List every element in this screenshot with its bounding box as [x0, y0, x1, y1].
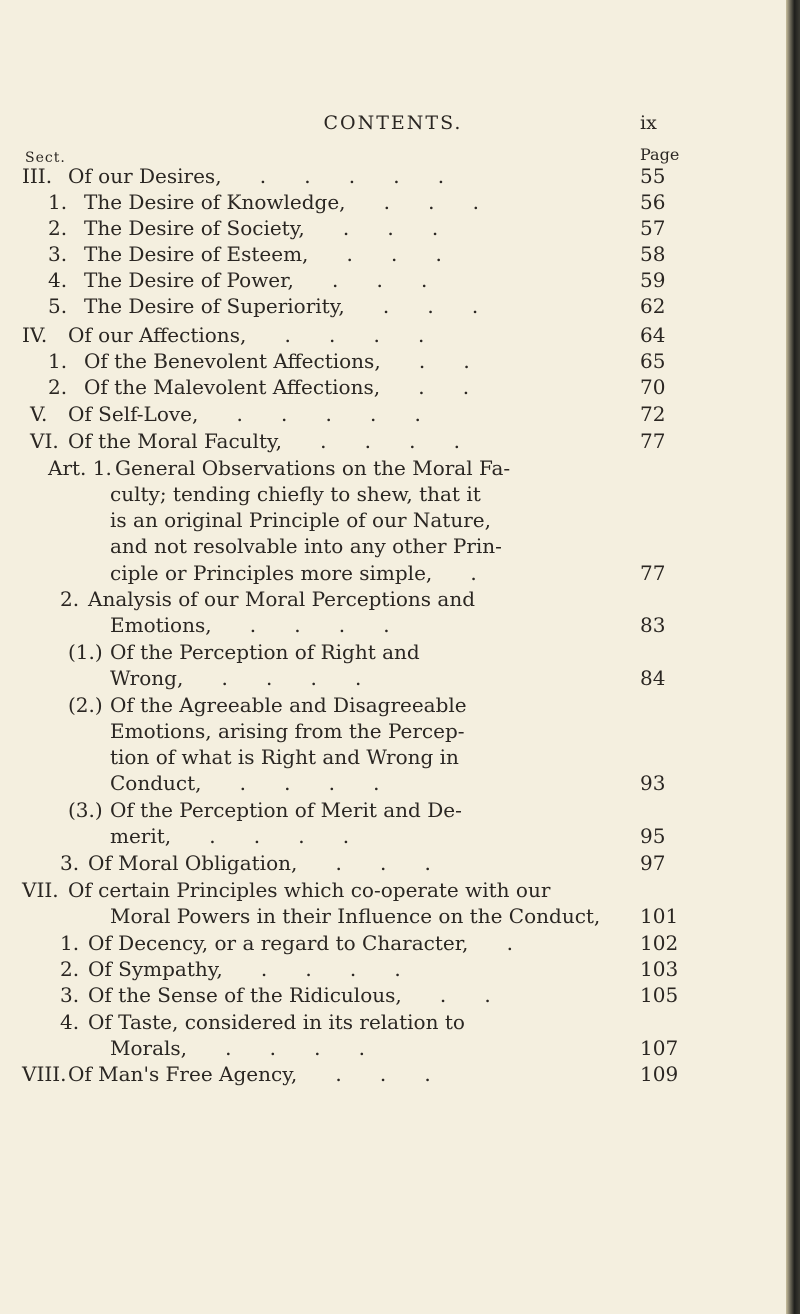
toc-entry-text: Of Decency, or a regard to Character, .: [88, 931, 513, 955]
toc-entry-number: 1.: [60, 931, 80, 955]
toc-entry: [0, 955, 786, 983]
toc-entry-text: Of the Perception of Right and: [110, 640, 420, 664]
toc-entry-text: The Desire of Knowledge, . . .: [84, 190, 480, 214]
toc-entry-text: merit, . . . .: [110, 824, 350, 848]
toc-entry: [0, 1060, 786, 1088]
toc-entry-text: Of the Moral Faculty, . . . .: [68, 429, 460, 453]
toc-page-number: 58: [640, 242, 666, 266]
toc-entry: [0, 611, 786, 639]
toc-entry-number: VII.: [22, 878, 59, 902]
toc-entry-text: Analysis of our Moral Perceptions and: [88, 587, 476, 611]
toc-entry-number: 2.: [60, 587, 80, 611]
toc-entry: [0, 162, 786, 190]
toc-entry: [0, 981, 786, 1009]
toc-leader-dots: . . .: [297, 1062, 431, 1086]
toc-page-number: 95: [640, 824, 666, 848]
toc-entry: [0, 266, 786, 294]
toc-entry-text: and not resolvable into any other Prin-: [110, 534, 502, 558]
toc-leader-dots: . . . .: [187, 1036, 366, 1060]
toc-entry: [0, 347, 786, 375]
toc-entry: [0, 743, 786, 771]
toc-entry-text: Morals, . . . .: [110, 1036, 366, 1060]
toc-entry-number: (2.): [68, 693, 103, 717]
toc-entry-number: III.: [22, 164, 53, 188]
toc-entry: [0, 902, 786, 930]
toc-entry-number: 4.: [48, 268, 68, 292]
page-column-head: Page: [640, 145, 680, 164]
toc-entry-text: Of our Desires, . . . . .: [68, 164, 445, 188]
toc-entry: [0, 188, 786, 216]
toc-entry-number: 3.: [60, 983, 80, 1007]
toc-entry-text: Of our Affections, . . . .: [68, 323, 425, 347]
toc-entry-text: General Observations on the Moral Fa-: [115, 456, 511, 480]
toc-entry-number: 4.: [60, 1010, 80, 1034]
toc-entry: [0, 321, 786, 349]
toc-page-number: 56: [640, 190, 666, 214]
toc-entry: [0, 876, 786, 904]
toc-leader-dots: . . .: [308, 242, 442, 266]
toc-entry-number: 2.: [48, 375, 68, 399]
toc-leader-dots: . . . .: [246, 323, 425, 347]
toc-entry: [0, 849, 786, 877]
page-number: ix: [640, 112, 657, 134]
toc-page-number: 105: [640, 983, 679, 1007]
toc-page-number: 101: [640, 904, 679, 928]
toc-page-number: 93: [640, 771, 666, 795]
toc-entry: [0, 638, 786, 666]
toc-entry-text: Emotions, arising from the Percep-: [110, 719, 465, 743]
toc-entry: [0, 373, 786, 401]
toc-entry-number: 3.: [60, 851, 80, 875]
toc-entry: [0, 1034, 786, 1062]
toc-entry-number: (3.): [68, 798, 103, 822]
toc-page-number: 103: [640, 957, 679, 981]
toc-entry-number: (1.): [68, 640, 103, 664]
toc-entry: [0, 292, 786, 320]
toc-entry: [0, 400, 786, 428]
toc-leader-dots: . .: [380, 375, 470, 399]
toc-page-number: 70: [640, 375, 666, 399]
toc-page-number: 97: [640, 851, 666, 875]
toc-entry-number: 2.: [48, 216, 68, 240]
toc-entry-text: Of the Agreeable and Disagreeable: [110, 693, 467, 717]
toc-entry-text: Of Man's Free Agency, . . .: [68, 1062, 431, 1086]
toc-entry: [0, 532, 786, 560]
toc-leader-dots: . . . .: [281, 429, 460, 453]
toc-entry-text: Of the Malevolent Affections, . .: [84, 375, 470, 399]
toc-leader-dots: . . .: [304, 216, 439, 240]
toc-entry-text: Of the Sense of the Ridiculous, . .: [88, 983, 491, 1007]
toc-leader-dots: . .: [401, 983, 491, 1007]
toc-entry-number: V.: [30, 402, 48, 426]
toc-entry-number: Art. 1.: [48, 456, 112, 480]
toc-page-number: 55: [640, 164, 666, 188]
toc-page-number: 57: [640, 216, 666, 240]
toc-leader-dots: . . .: [297, 851, 431, 875]
page-title: CONTENTS.: [323, 112, 463, 134]
toc-entry-text: Of Sympathy, . . . .: [88, 957, 401, 981]
toc-entry-number: IV.: [22, 323, 48, 347]
toc-entry-text: Of the Benevolent Affections, . .: [84, 349, 470, 373]
toc-page-number: 83: [640, 613, 666, 637]
toc-entry-text: Emotions, . . . .: [110, 613, 390, 637]
toc-entry: [0, 427, 786, 455]
toc-page-number: 102: [640, 931, 679, 955]
toc-entry-text: Wrong, . . . .: [110, 666, 362, 690]
toc-entry: [0, 796, 786, 824]
toc-entry: [0, 664, 786, 692]
toc-leader-dots: .: [432, 561, 477, 585]
toc-entry: [0, 717, 786, 745]
toc-entry: [0, 822, 786, 850]
toc-entry: [0, 1008, 786, 1036]
toc-entry: [0, 454, 786, 482]
toc-entry-number: 1.: [48, 190, 68, 214]
toc-entry-text: The Desire of Superiority, . . .: [84, 294, 479, 318]
section-column-head: Sect.: [25, 150, 66, 166]
toc-leader-dots: . .: [380, 349, 470, 373]
toc-leader-dots: . . . . .: [221, 164, 445, 188]
toc-entry-text: ciple or Principles more simple, .: [110, 561, 477, 585]
toc-entry: [0, 480, 786, 508]
toc-leader-dots: . . .: [293, 268, 428, 292]
toc-entry-text: Of Moral Obligation, . . .: [88, 851, 431, 875]
toc-leader-dots: . . . .: [211, 613, 390, 637]
running-header: [0, 112, 786, 138]
toc-entry-text: Of Taste, considered in its relation to: [88, 1010, 465, 1034]
toc-page-number: 64: [640, 323, 666, 347]
toc-page-number: 72: [640, 402, 666, 426]
toc-entry-text: tion of what is Right and Wrong in: [110, 745, 459, 769]
toc-page-number: 109: [640, 1062, 679, 1086]
toc-leader-dots: . . .: [344, 294, 479, 318]
toc-entry: [0, 691, 786, 719]
toc-leader-dots: . . . .: [183, 666, 362, 690]
toc-entry-number: 5.: [48, 294, 68, 318]
toc-entry-text: Of Self-Love, . . . . .: [68, 402, 421, 426]
toc-entry: [0, 214, 786, 242]
toc-leader-dots: . . . .: [171, 824, 350, 848]
toc-leader-dots: .: [468, 931, 513, 955]
toc-entry-number: 1.: [48, 349, 68, 373]
toc-leader-dots: . . .: [345, 190, 480, 214]
toc-entry-text: culty; tending chiefly to shew, that it: [110, 482, 481, 506]
toc-entry-text: Of certain Principles which co-operate with our: [68, 878, 551, 902]
toc-leader-dots: . . . .: [222, 957, 401, 981]
toc-page-number: 62: [640, 294, 666, 318]
toc-entry-text: The Desire of Esteem, . . .: [84, 242, 442, 266]
toc-page-number: 65: [640, 349, 666, 373]
toc-entry-text: is an original Principle of our Nature,: [110, 508, 491, 532]
toc-entry-number: VI.: [30, 429, 59, 453]
toc-entry-text: Conduct, . . . .: [110, 771, 380, 795]
toc-page-number: 77: [640, 561, 666, 585]
toc-entry: [0, 240, 786, 268]
toc-page-number: 107: [640, 1036, 679, 1060]
toc-entry: [0, 769, 786, 797]
toc-entry: [0, 585, 786, 613]
toc-entry-text: Moral Powers in their Influence on the Conduct,: [110, 904, 601, 928]
toc-page-number: 84: [640, 666, 666, 690]
toc-leader-dots: . . . . .: [198, 402, 421, 426]
toc-entry-text: Of the Perception of Merit and De-: [110, 798, 462, 822]
toc-leader-dots: . . . .: [201, 771, 380, 795]
toc-page-number: 59: [640, 268, 666, 292]
toc-entry-number: 2.: [60, 957, 80, 981]
toc-entry-number: VIII.: [22, 1062, 67, 1086]
toc-entry: [0, 929, 786, 957]
toc-entry: [0, 559, 786, 587]
toc-entry: [0, 506, 786, 534]
toc-page-number: 77: [640, 429, 666, 453]
toc-entry-number: 3.: [48, 242, 68, 266]
toc-entry-text: The Desire of Society, . . .: [84, 216, 439, 240]
book-binding-edge: [786, 0, 800, 1314]
toc-entry-text: The Desire of Power, . . .: [84, 268, 428, 292]
